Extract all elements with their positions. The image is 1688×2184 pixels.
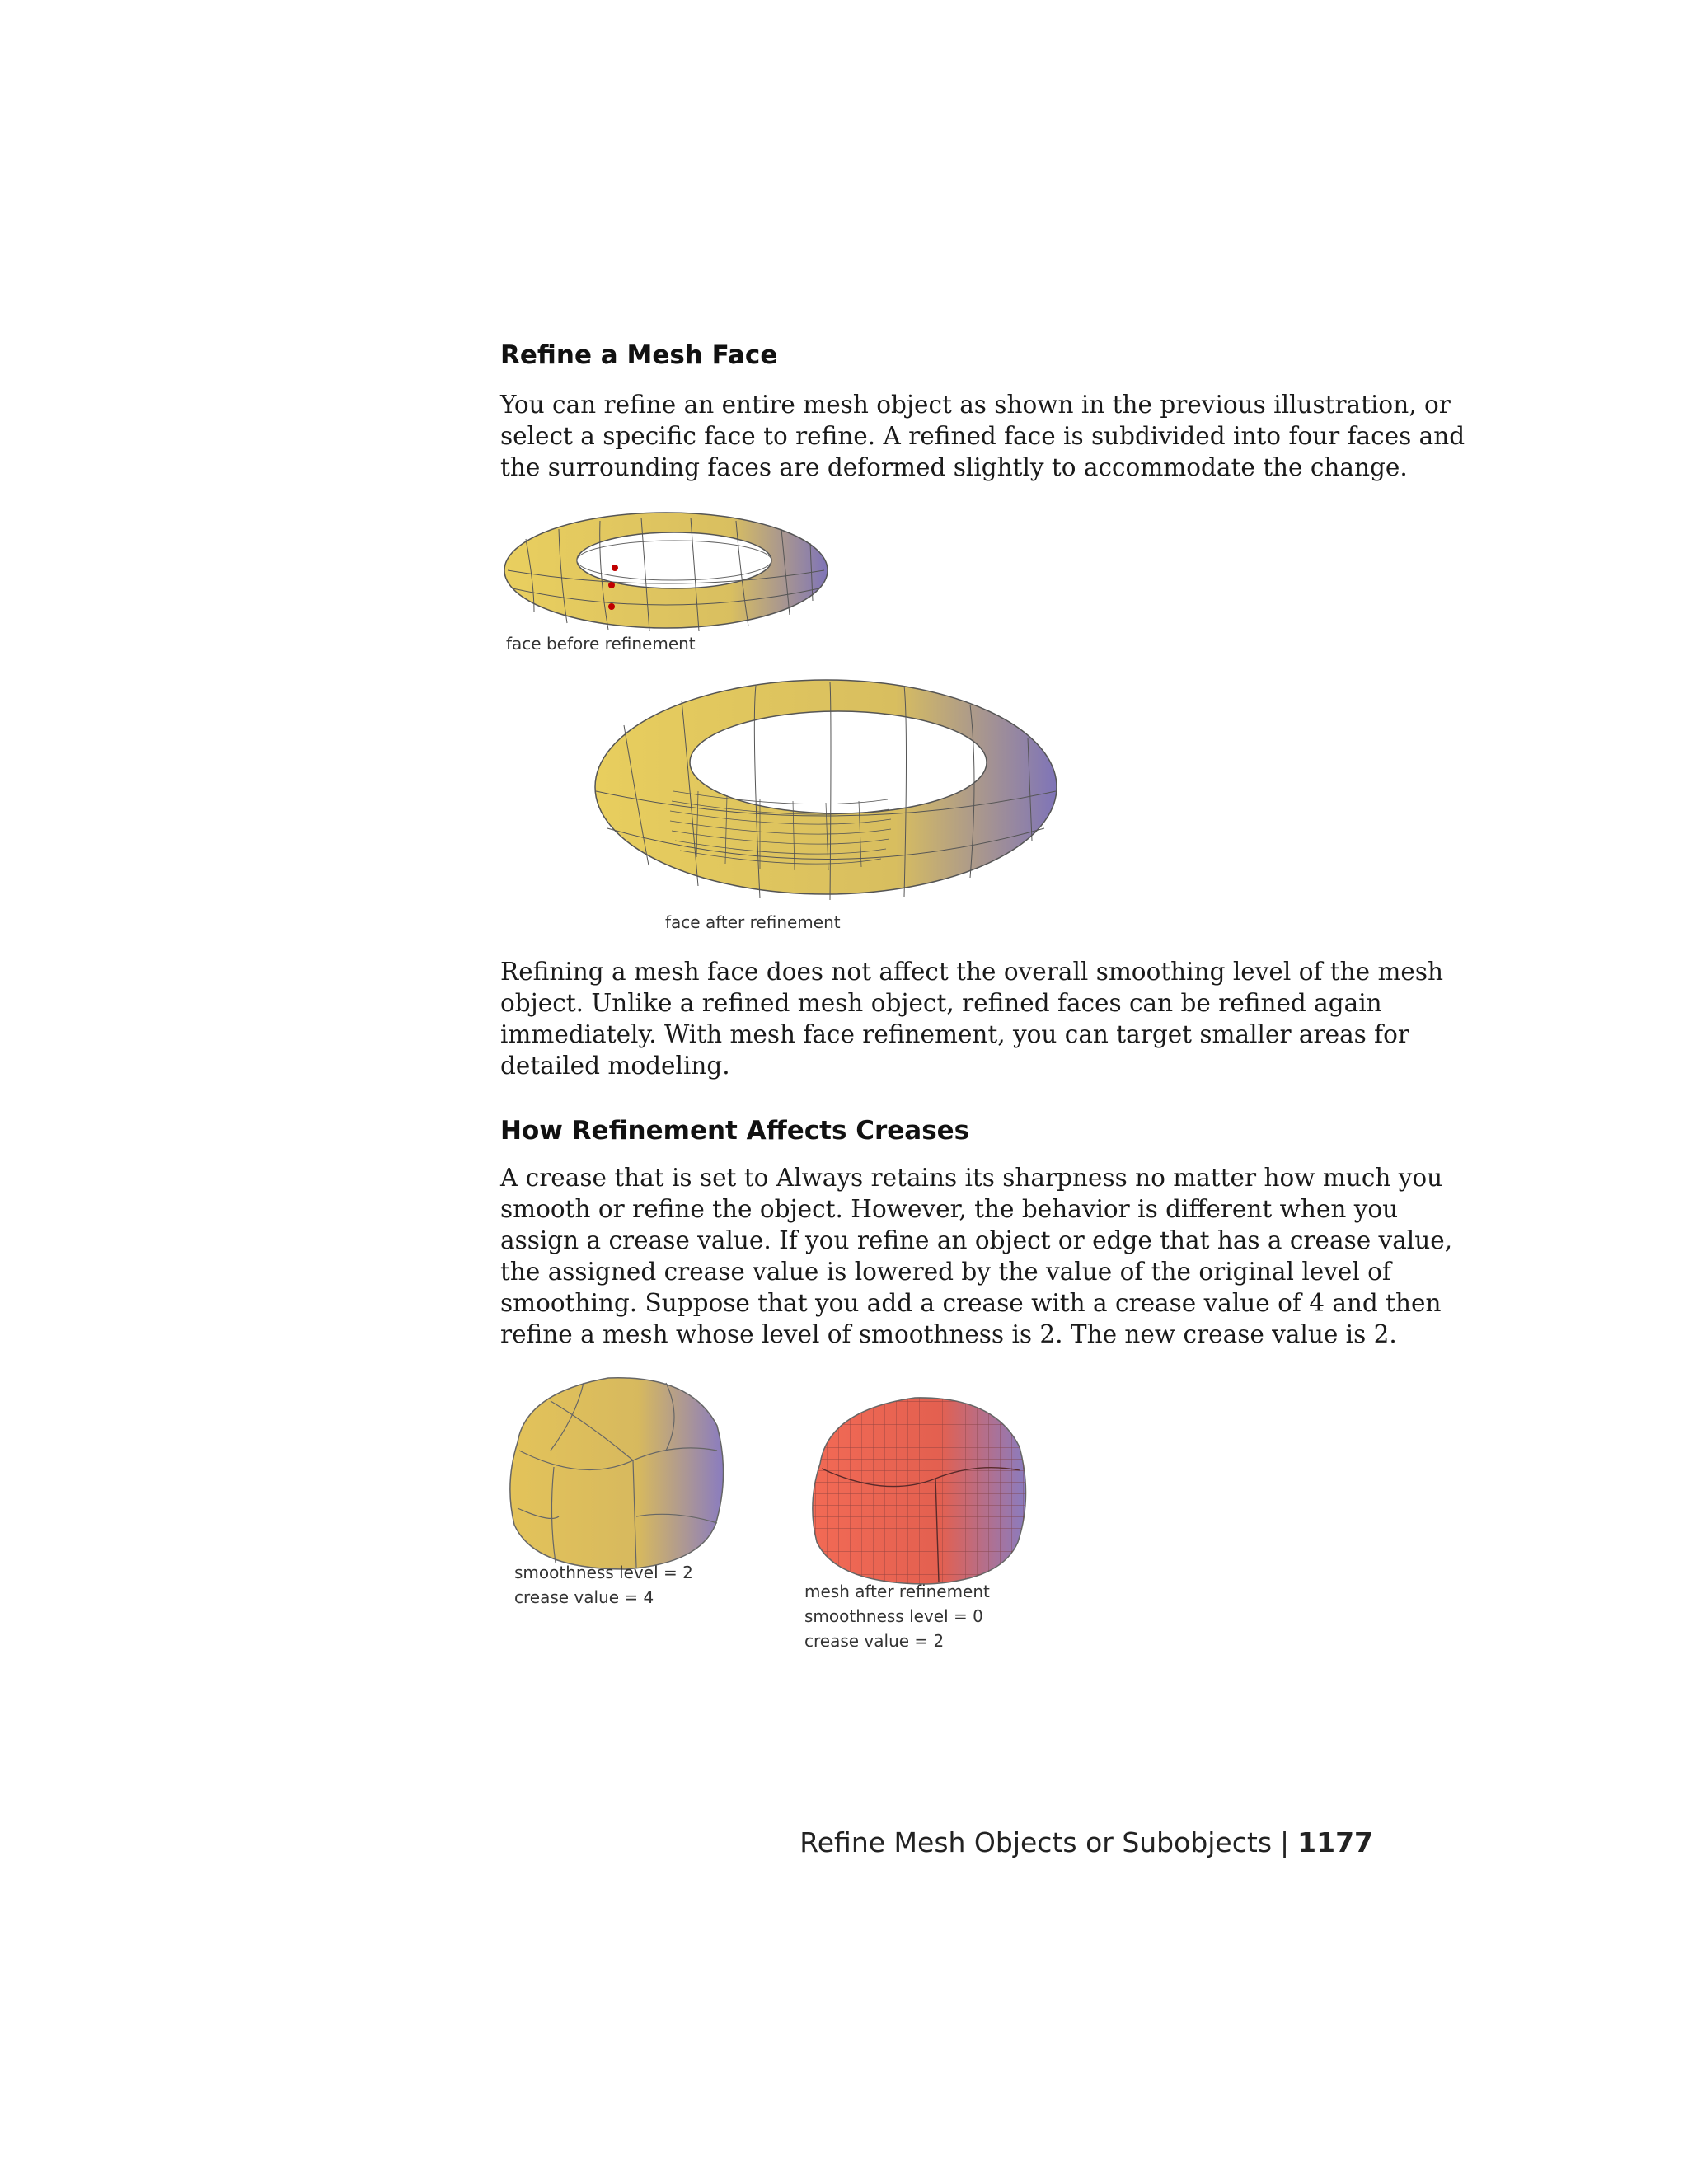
caption-left-mesh	[514, 1560, 693, 1610]
paragraph-line: select a specific face to refine. A refined face is subdivided into four faces and	[500, 422, 1465, 450]
caption-line: mesh after refinement	[804, 1582, 990, 1601]
paragraph-line: assign a crease value. If you refine an object or edge that has a crease value,	[500, 1226, 1453, 1254]
caption-right-mesh	[804, 1579, 990, 1653]
page-number: 1177	[1297, 1826, 1373, 1858]
section-heading-refinement-creases: How Refinement Affects Creases	[500, 1116, 970, 1146]
paragraph-line: object. Unlike a refined mesh object, refined faces can be refined again	[500, 989, 1382, 1017]
paragraph-line: the surrounding faces are deformed slightly to accommodate the change.	[500, 453, 1408, 481]
torus-after-refinement-illustration	[591, 676, 1061, 907]
paragraph-line: Refining a mesh face does not affect the overall smoothing level of the mesh	[500, 958, 1444, 986]
torus-before-refinement-illustration	[501, 506, 831, 638]
section-heading-refine-mesh-face: Refine a Mesh Face	[500, 340, 778, 370]
mesh-box-before-refinement-illustration	[501, 1368, 732, 1574]
paragraph-line: detailed modeling.	[500, 1052, 730, 1080]
paragraph-refine-intro	[500, 389, 1465, 483]
mesh-box-after-refinement-illustration	[804, 1390, 1034, 1587]
paragraph-line: refine a mesh whose level of smoothness is 2. The new crease value is 2.	[500, 1320, 1397, 1348]
caption-line: crease value = 2	[804, 1631, 945, 1651]
paragraph-line: smooth or refine the object. However, the behavior is different when you	[500, 1195, 1399, 1223]
paragraph-refine-smoothing	[500, 956, 1444, 1081]
paragraph-crease-behavior	[500, 1162, 1453, 1350]
paragraph-line: immediately. With mesh face refinement, you can target smaller areas for	[500, 1020, 1409, 1048]
caption-line: smoothness level = 2	[514, 1563, 693, 1582]
paragraph-line: the assigned crease value is lowered by the value of the original level of	[500, 1258, 1391, 1286]
page-footer	[799, 1826, 1373, 1859]
caption-face-before-refinement: face before refinement	[506, 634, 696, 654]
paragraph-line: You can refine an entire mesh object as shown in the previous illustration, or	[500, 391, 1451, 419]
caption-face-after-refinement: face after refinement	[665, 912, 841, 932]
caption-line: smoothness level = 0	[804, 1606, 983, 1626]
footer-separator: |	[1280, 1826, 1290, 1858]
paragraph-line: smoothing. Suppose that you add a crease with a crease value of 4 and then	[500, 1289, 1442, 1317]
footer-section-title: Refine Mesh Objects or Subobjects	[799, 1826, 1273, 1858]
paragraph-line: A crease that is set to Always retains its sharpness no matter how much you	[500, 1164, 1443, 1192]
caption-line: crease value = 4	[514, 1587, 654, 1607]
